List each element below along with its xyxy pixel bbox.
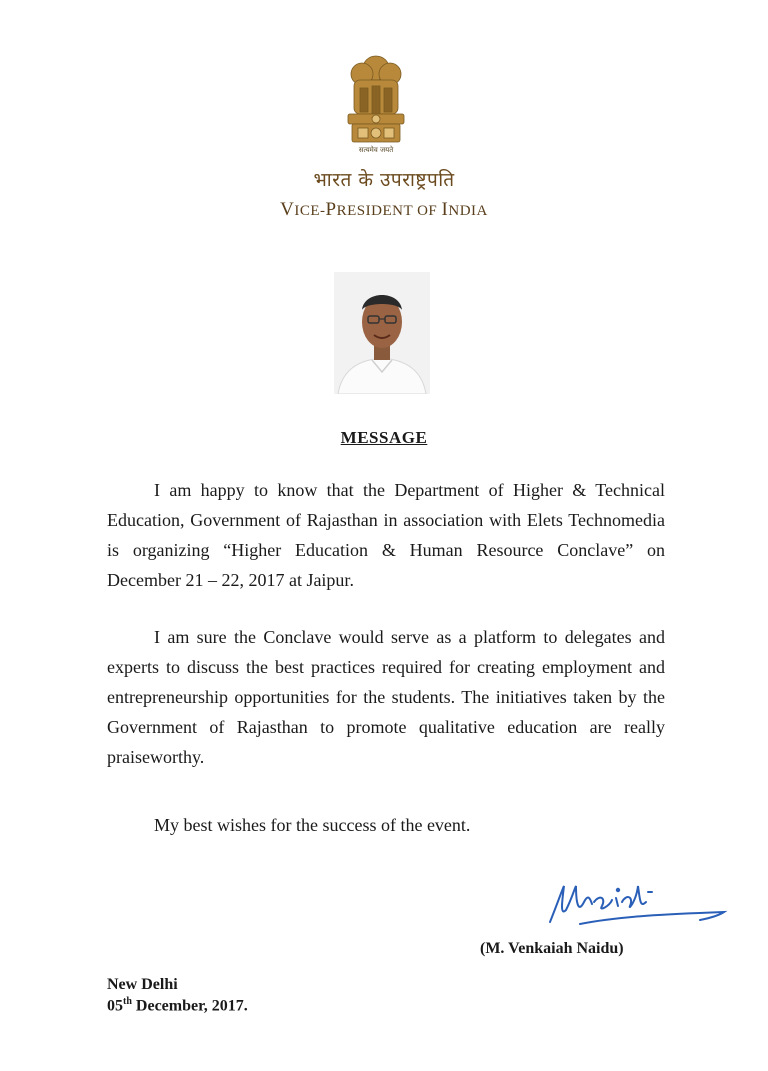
signer-name: (M. Venkaiah Naidu) [480, 940, 624, 957]
portrait-photo [334, 272, 430, 394]
office-title-hindi: भारत के उपराष्ट्रपति [313, 169, 455, 191]
message-paragraph-2: I am sure the Conclave would serve as a platform to delegates and experts to discuss the best practices required for creating employment and entrepreneurship opportunities for the students. The initiatives taken by the Government of Rajasthan to promote qualitative education are really praiseworthy. [107, 627, 665, 767]
message-heading: MESSAGE [340, 428, 428, 447]
handwritten-signature [540, 872, 730, 938]
date-of-issue [107, 996, 248, 1015]
emblem-motto: सत्यमेव जयते [358, 146, 394, 154]
date-suffix: th [123, 996, 132, 1007]
date-rest: December, 2017. [131, 997, 248, 1015]
message-paragraph-1: I am happy to know that the Department of Higher & Technical Education, Government of Rajasthan in association with Elets Technomedia is organizing “Higher Education & Human Resource Conclave” on December 21 – 22, 2017 at Jaipur. [107, 480, 665, 590]
message-paragraph-3: My best wishes for the success of the event. [154, 815, 471, 835]
date-day: 05 [107, 997, 123, 1015]
office-title-english: VICE-PRESIDENT OF INDIA [280, 199, 488, 220]
place-of-issue: New Delhi [107, 976, 178, 993]
